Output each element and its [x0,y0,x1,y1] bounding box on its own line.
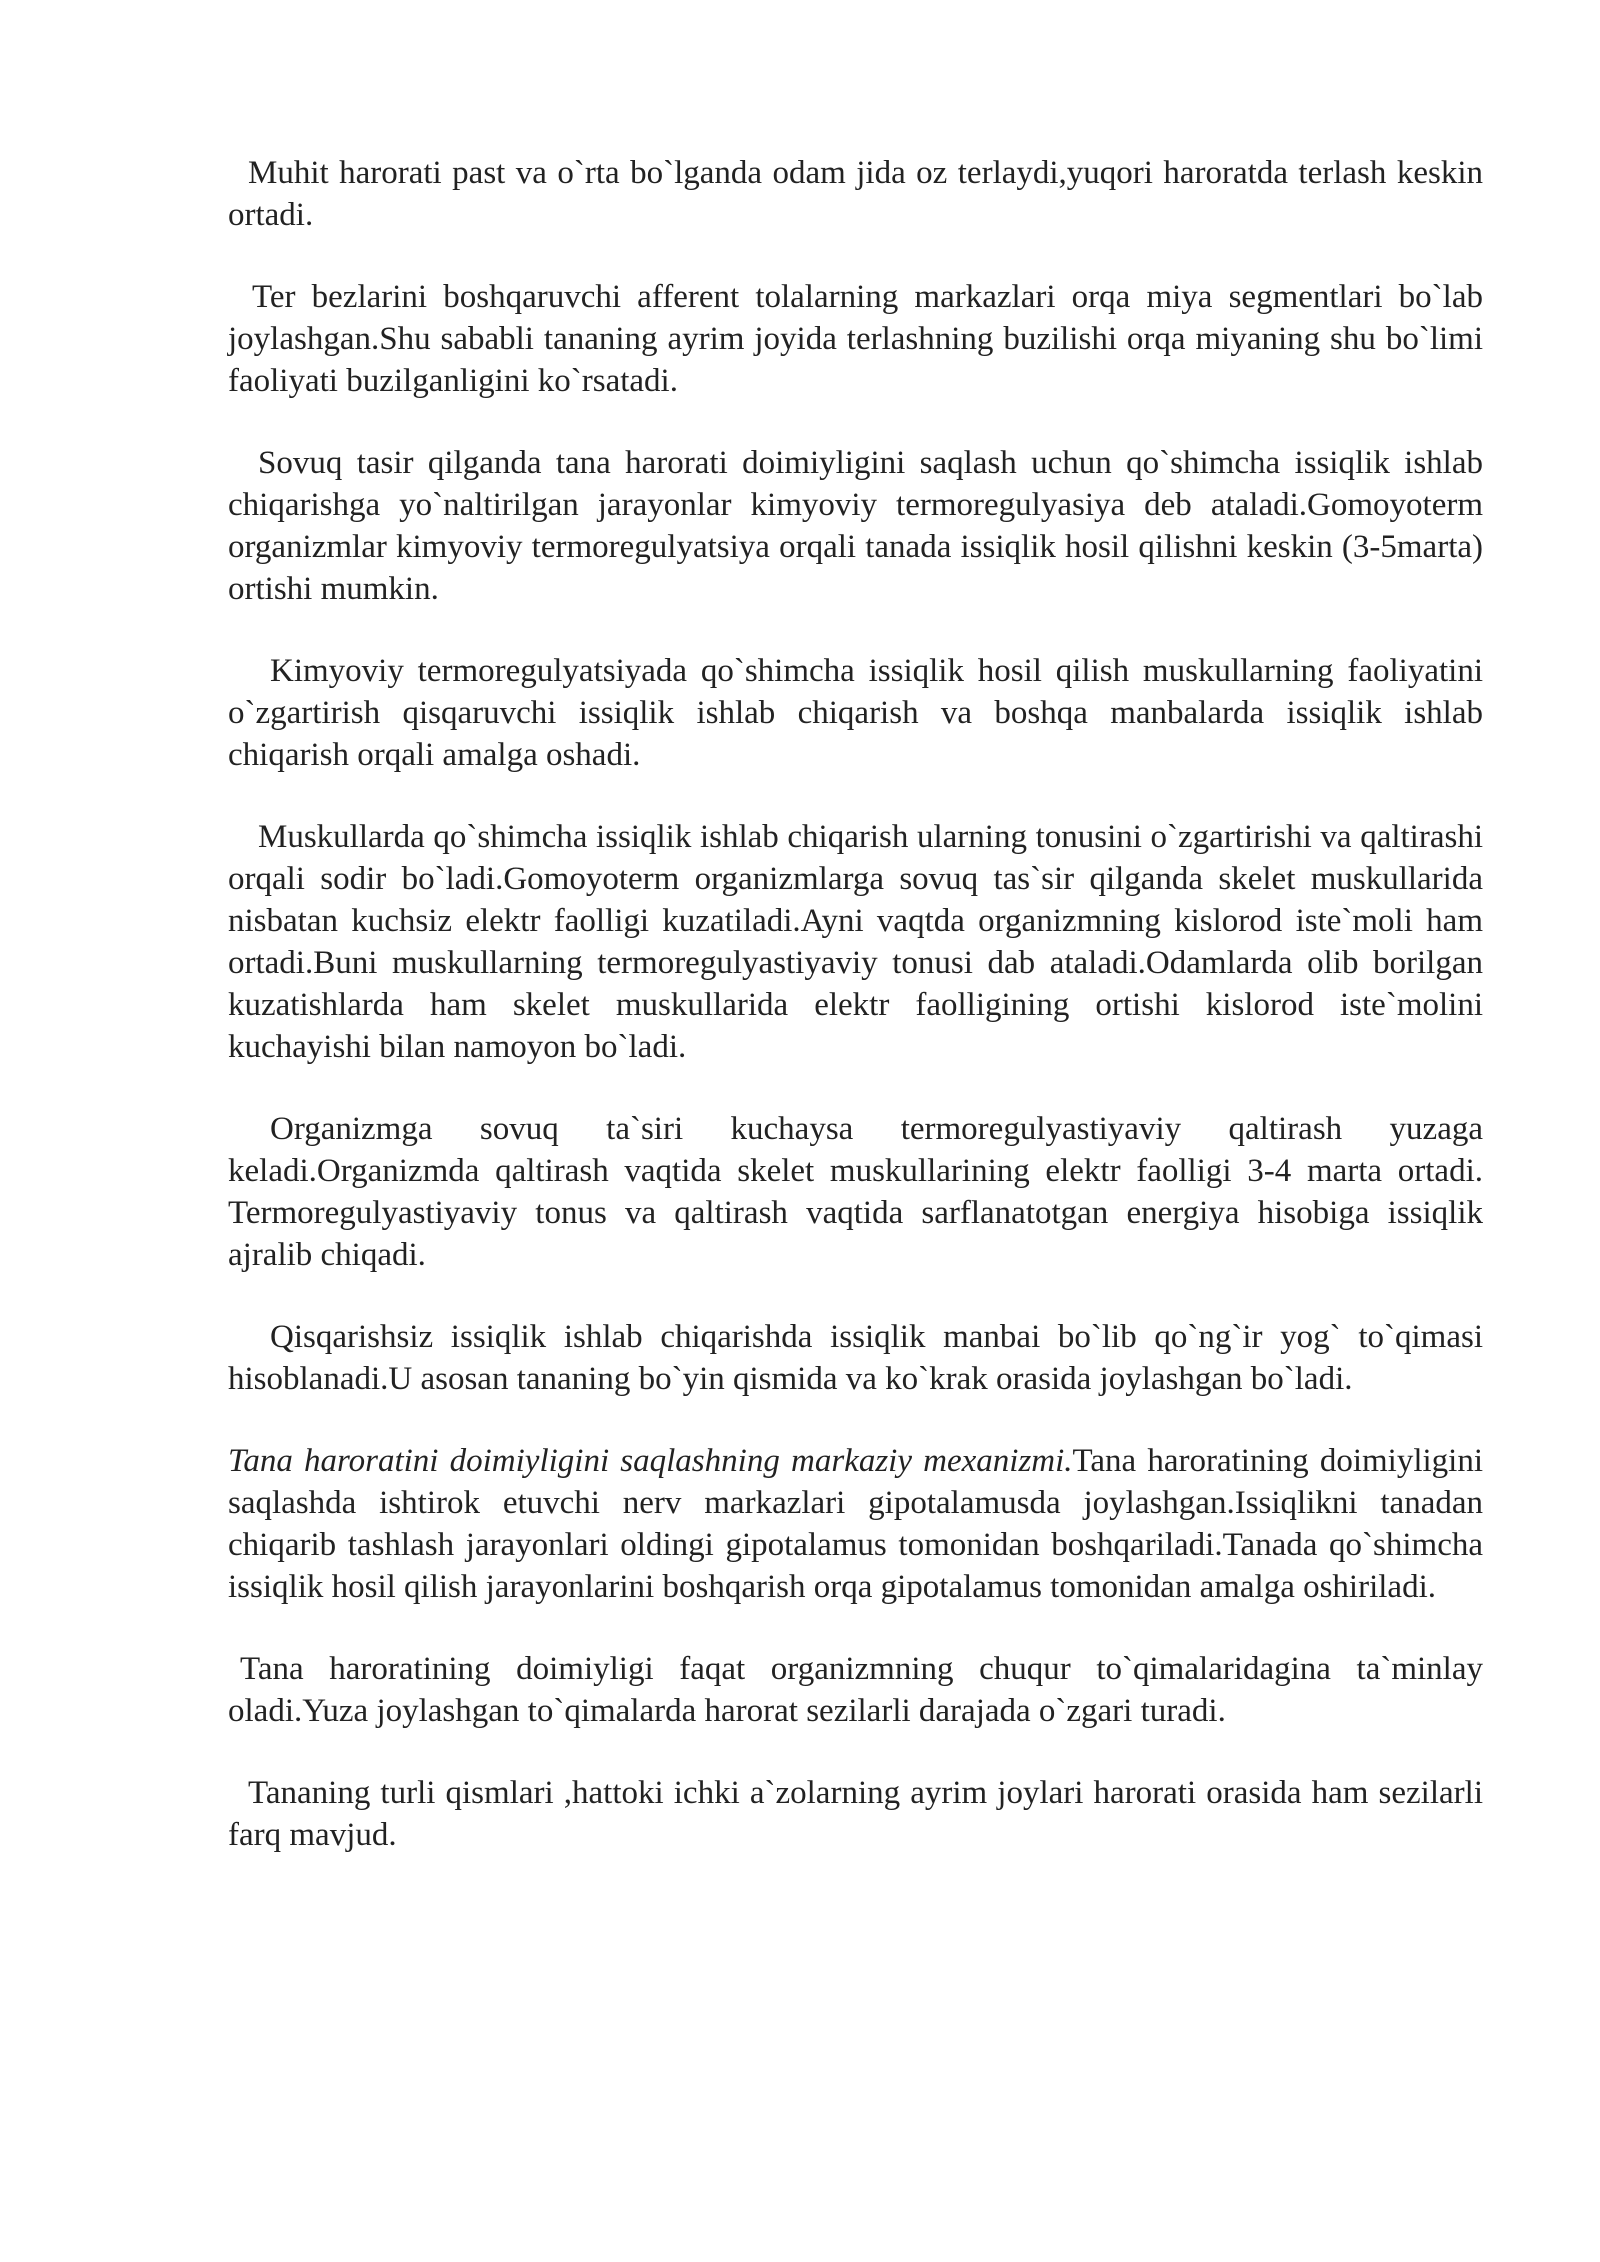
paragraph-5: Muskullarda qo`shimcha issiqlik ishlab chiqarish ularning tonusini o`zgartirishi va qaltirashi orqali sodir bo`ladi.Gomoyoterm organizmlarga sovuq tas`sir qilganda skelet muskullarida nisbatan kuchsiz elektr faolligi kuzatiladi.Ayni vaqtda organizmning kislorod iste`moli ham ortadi.Buni muskullarning termoregulyastiyaviy tonusi dab ataladi.Odamlarda olib borilgan kuzatishlarda ham skelet muskullarida elektr faolligining ortishi kislorod iste`molini kuchayishi bilan namoyon bo`ladi. [228,819,1483,1065]
paragraph-3: Sovuq tasir qilganda tana harorati doimiyligini saqlash uchun qo`shimcha issiqlik ishlab chiqarishga yo`naltirilgan jarayonlar kimyoviy termoregulyasiya deb ataladi.Gomoyoterm organizmlar kimyoviy termoregulyatsiya orqali tanada issiqlik hosil qilishni keskin (3-5marta) ortishi mumkin. [228,445,1483,607]
paragraph-4: Kimyoviy termoregulyatsiyada qo`shimcha issiqlik hosil qilish muskullarning faoliyatini o`zgartirish qisqaruvchi issiqlik ishlab chiqarish va boshqa manbalarda issiqlik ishlab chiqarish orqali amalga oshadi. [228,653,1483,773]
paragraph-6: Organizmga sovuq ta`siri kuchaysa termoregulyastiyaviy qaltirash yuzaga keladi.Organizmda qaltirash vaqtida skelet muskullarining elektr faolligi 3-4 marta ortadi. Termoregulyastiyaviy tonus va qaltirash vaqtida sarflanatotgan energiya hisobiga issiqlik ajralib chiqadi. [228,1111,1483,1273]
section-heading-italic: Tana haroratini doimiyligini saqlashning markaziy mexanizmi. [228,1443,1073,1479]
paragraph-9: Tana haroratining doimiyligi faqat organizmning chuqur to`qimalaridagina ta`minlay oladi.Yuza joylashgan to`qimalarda harorat sezilarli darajada o`zgari turadi. [228,1651,1483,1729]
document-body [228,152,1483,1896]
paragraph-1: Muhit harorati past va o`rta bo`lganda odam jida oz terlaydi,yuqori haroratda terlash keskin ortadi. [228,155,1483,233]
paragraph-7: Qisqarishsiz issiqlik ishlab chiqarishda issiqlik manbai bo`lib qo`ng`ir yog` to`qimasi hisoblanadi.U asosan tananing bo`yin qismida va ko`krak orasida joylashgan bo`ladi. [228,1319,1483,1397]
paragraph-10: Tananing turli qismlari ,hattoki ichki a`zolarning ayrim joylari harorati orasida ham sezilarli farq mavjud. [228,1775,1483,1853]
paragraph-8-text: Tana haroratining doimiyligini saqlashda ishtirok etuvchi nerv markazlari gipotalamusda joylashgan.Issiqlikni tanadan chiqarib tashlash jarayonlari oldingi gipotalamus tomonidan boshqariladi.Tanada qo`shimcha issiqlik hosil qilish jarayonlarini boshqarish orqa gipotalamus tomonidan amalga oshiriladi. [228,1443,1483,1605]
paragraph-8 [228,1440,1483,1608]
paragraph-2: Ter bezlarini boshqaruvchi afferent tolalarning markazlari orqa miya segmentlari bo`lab joylashgan.Shu sababli tananing ayrim joyida terlashning buzilishi orqa miyaning shu bo`limi faoliyati buzilganligini ko`rsatadi. [228,279,1483,399]
